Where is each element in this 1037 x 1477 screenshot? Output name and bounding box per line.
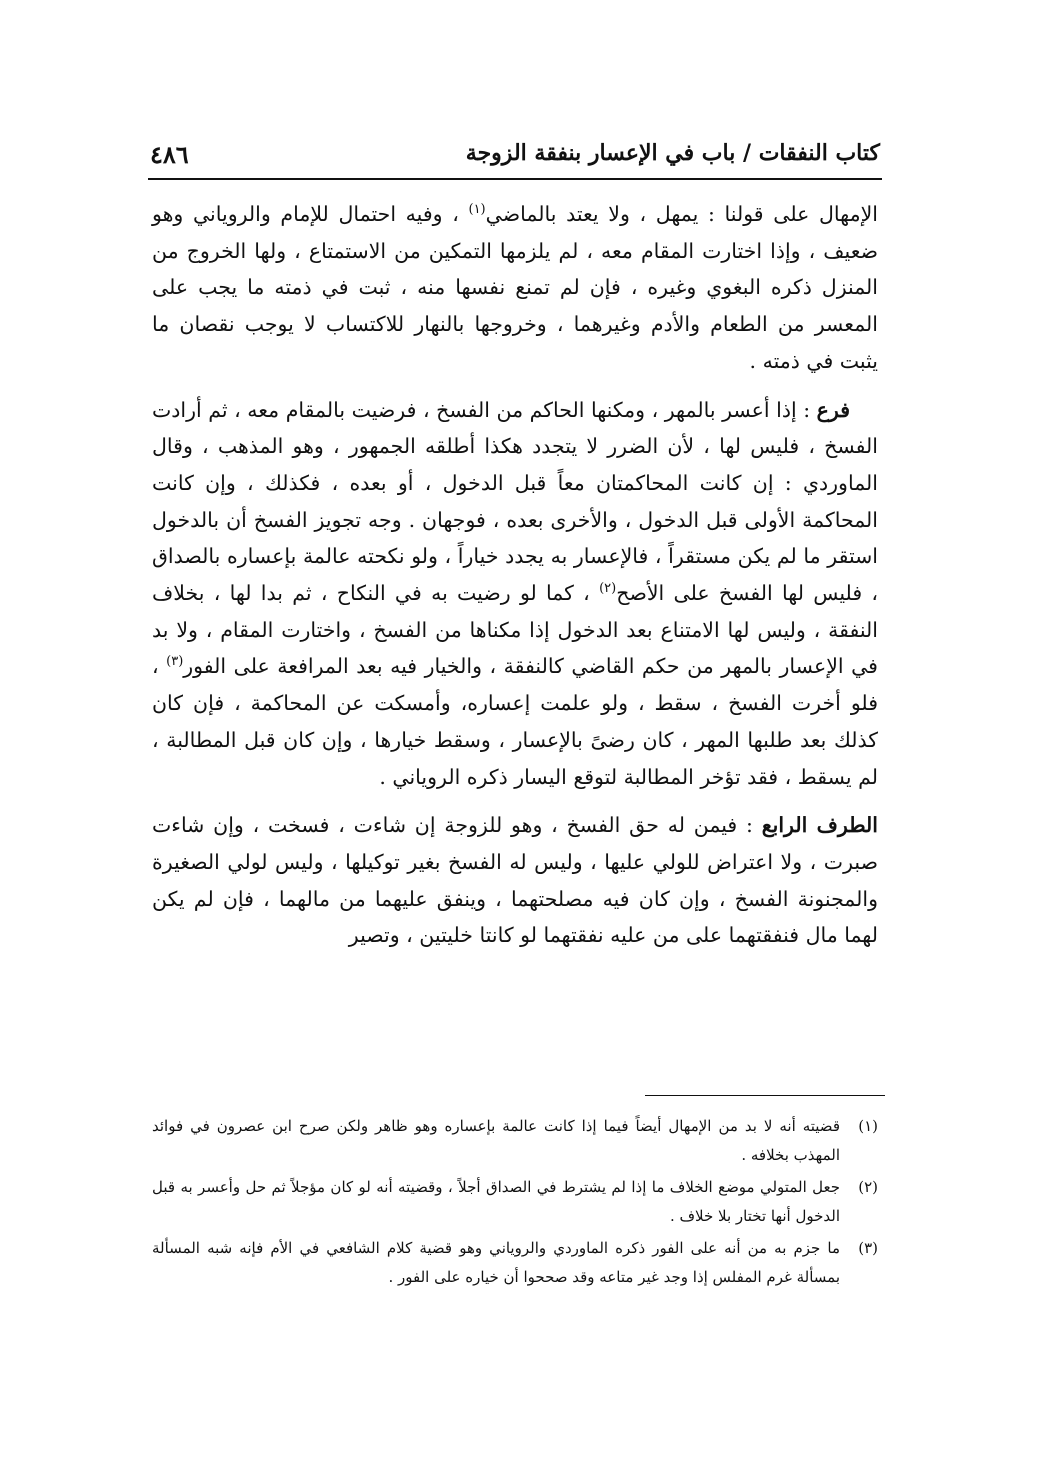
footnote-number: (٢)	[858, 1178, 878, 1196]
header-rule	[148, 178, 882, 180]
footnote-number: (١)	[858, 1117, 878, 1135]
footnotes	[152, 1112, 878, 1295]
footnote-text: ما جزم به من أنه على الفور ذكره الماوردي والروياني وهو قضية كلام الشافعي في الأم فإنه شبه المسألة بمسألة غرم المفلس إذا وجد غير متاعه وقد صححوا أن خياره على الفور .	[152, 1239, 840, 1286]
running-title: كتاب النفقات / باب في الإعسار بنفقة الزوجة	[465, 140, 880, 166]
paragraph	[152, 807, 878, 954]
section-term: فرع	[816, 397, 850, 422]
text-run: الإمهال على قولنا : يمهل ، ولا يعتد بالماضي	[485, 202, 878, 226]
text-run: ، كما لو رضيت به في النكاح ، ثم بدا لها ، بخلاف النفقة ، وليس لها الامتناع بعد الدخول إذا مكناها من الفسخ ، واختارت المقام ، ولا بد في الإعسار بالمهر من حكم القاضي كالنفقة ، والخيار فيه بعد المرافعة على الفور	[152, 581, 878, 679]
footnote-text: جعل المتولي موضع الخلاف ما إذا لم يشترط في الصداق أجلاً ، وقضيته أنه لو كان مؤجلاً ثم حل وأعسر به قبل الدخول أنها تختار بلا خلاف .	[152, 1178, 840, 1225]
text-run: ، فلو أخرت الفسخ ، سقط ، ولو علمت إعساره، وأمسكت عن المحاكمة ، فإن كان كذلك بعد طلبها المهر ، كان رضىً بالإعسار ، وسقط خيارها ، وإن كان قبل المطالبة ، لم يسقط ، فقد تؤخر المطالبة لتوقع اليسار ذكره الروياني .	[152, 654, 878, 789]
footnote-number: (٣)	[858, 1239, 878, 1257]
main-text	[152, 196, 878, 966]
footnote-text: قضيته أنه لا بد من الإمهال أيضاً فيما إذا كانت عالمة بإعساره وهو ظاهر ولكن صرح ابن عصرون في فوائد المهذب بخلافه .	[152, 1117, 840, 1164]
footnote-reference: (٣)	[166, 654, 184, 670]
footnote-reference: (٢)	[599, 581, 617, 597]
footnote	[152, 1173, 878, 1230]
text-run: : فيمن له حق الفسخ ، وهو للزوجة إن شاءت ، فسخت ، وإن شاءت صبرت ، ولا اعتراض للولي عليها ، وليس له الفسخ بغير توكيلها ، وليس لولي الصغيرة والمجنونة الفسخ ، وإن كان فيه مصلحتهما ، وينفق عليهما من مالهما ، فإن لم يكن لهما مال فنفقتهما على من عليه نفقتهما لو كانتا خليتين ، وتصير	[152, 813, 878, 948]
footnote	[152, 1234, 878, 1291]
page-number: ٤٨٦	[150, 140, 189, 169]
text-run: ، وفيه احتمال للإمام والروياني وهو ضعيف ، وإذا اختارت المقام معه ، لم يلزمها التمكين من الاستمتاع ، ولها الخروج من المنزل ذكره البغوي وغيره ، فإن لم تمنع نفسها منه ، ثبت في ذمته ما يجب على المعسر من الطعام والأدم وغيرهما ، وخروجها بالنهار للاكتساب لا يوجب نقصان ما يثبت في ذمته .	[152, 202, 878, 373]
text-run: : إذا أعسر بالمهر ، ومكنها الحاكم من الفسخ ، فرضيت بالمقام معه ، ثم أرادت الفسخ ، فليس لها ، لأن الضرر لا يتجدد هكذا أطلقه الجمهور ، وهو المذهب ، وقال الماوردي : إن كانت المحاكمتان معاً قبل الدخول ، أو بعده ، فكذلك ، وإن كانت المحاكمة الأولى قبل الدخول ، والأخرى بعده ، فوجهان . وجه تجويز الفسخ أن بالدخول استقر ما لم يكن مستقراً ، فالإعسار به يجدد خياراً ، ولو نكحته عالمة بإعساره بالصداق ، فليس لها الفسخ على الأصح	[152, 397, 879, 606]
paragraph	[152, 196, 878, 380]
paragraph	[152, 392, 878, 796]
section-term: الطرف الرابع	[761, 813, 878, 838]
footnote	[152, 1112, 878, 1169]
footnote-reference: (١)	[468, 202, 486, 218]
footnote-separator	[645, 1095, 885, 1096]
page-header	[150, 136, 880, 176]
